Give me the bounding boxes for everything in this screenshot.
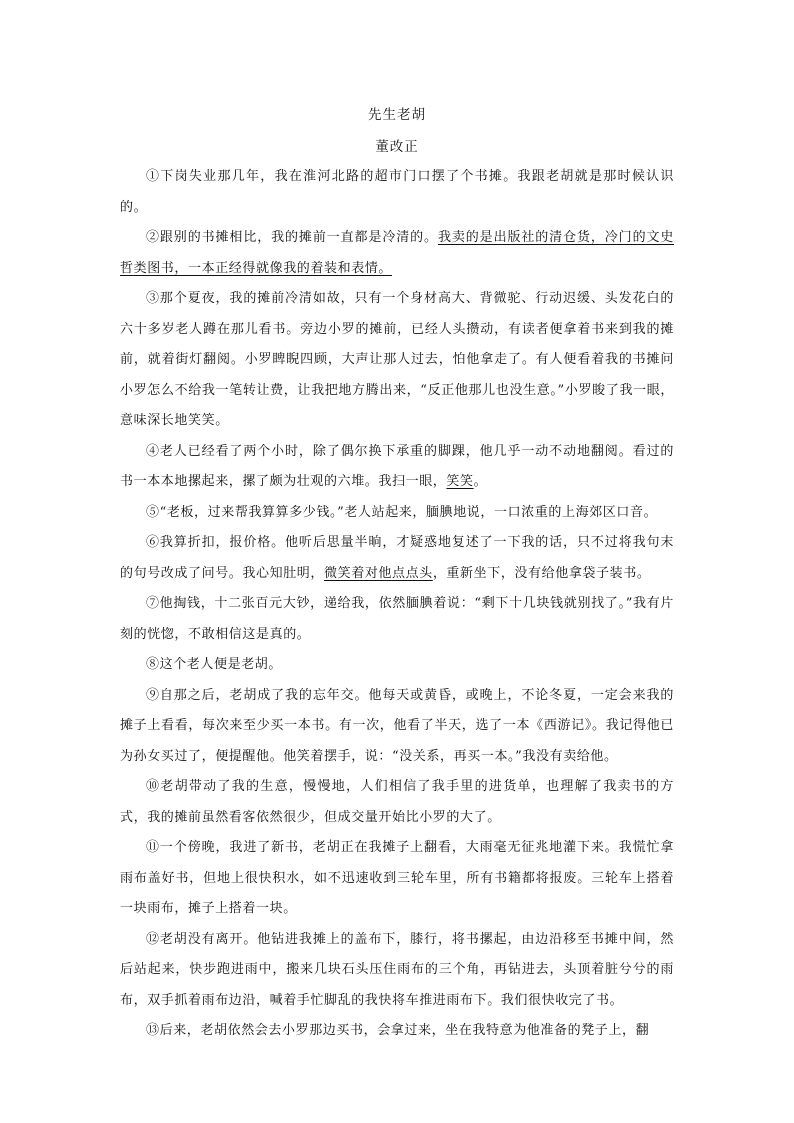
paragraph-text: 。: [473, 474, 488, 489]
paragraph-2: [120, 223, 674, 284]
paragraph-text: ⑪一个傍晚，我进了新书，老胡正在我摊子上翻看，大雨毫无征兆地灌下来。我慌忙拿雨布盖好书，但地上很快积水，如不迅速收到三轮车里，所有书籍都将报废。三轮车上搭着一块雨布，摊子上搭着一块。: [120, 840, 674, 916]
article-body: [120, 162, 674, 1047]
paragraph-8: [120, 650, 674, 681]
paragraph-text: ，重新坐下，没有给他拿袋子装书。: [432, 565, 651, 581]
underlined-text: 微笑着对他点点头: [324, 565, 433, 581]
paragraph-text: ⑥我算折扣，报价格。他听后思量半晌，才疑惑地复述了一下我的话，只不过将我句末的句号改成了问号。我心知肚明，: [120, 535, 674, 581]
paragraph-text: ⑧这个老人便是老胡。: [146, 657, 283, 672]
paragraph-text: ⑬后来，老胡依然会去小罗那边买书，会拿过来，坐在我特意为他准备的凳子上，翻: [146, 1023, 650, 1038]
paragraph-12: [120, 925, 674, 1017]
paragraph-text: ②跟别的书摊相比，我的摊前一直都是冷清的。: [146, 230, 438, 245]
underlined-text: 笑笑: [446, 474, 474, 489]
paragraph-text: ⑫老胡没有离开。他钻进我摊上的盖布下，膝行，将书摞起，由边沿移至书摊中间，然后站起来，快步跑进雨中，搬来几块石头压住雨布的三个角，再钻进去，头顶着脏兮兮的雨布，双手抓着雨布边沿，喊着手忙脚乱的我快将车推进雨布下。我们很快收完了书。: [120, 931, 674, 1008]
paragraph-text: ⑩老胡带动了我的生意，慢慢地，人们相信了我手里的进货单，也理解了我卖书的方式，我的摊前虽然看客依然很少，但成交量开始比小罗的大了。: [120, 779, 674, 825]
paragraph-1: [120, 162, 674, 223]
paragraph-text: ⑦他掏钱，十二张百元大钞，递给我，依然腼腆着说：“剩下十几块钱就别找了。”我有片刻的恍惚，不敢相信这是真的。: [120, 596, 674, 642]
paragraph-5: [120, 498, 674, 529]
underlined-text: 我卖的是出版社的清仓货，冷门的文史哲类图书，一本正经得就像我的着装和表情。: [120, 230, 674, 276]
paragraph-10: [120, 772, 674, 833]
paragraph-text: ⑤“老板，过来帮我算算多少钱。”老人站起来，腼腆地说，一口浓重的上海郊区口音。: [146, 504, 658, 520]
paragraph-7: [120, 589, 674, 650]
paragraph-text: ③那个夏夜，我的摊前冷清如故，只有一个身材高大、背微驼、行动迟缓、头发花白的六十多岁老人蹲在那儿看书。旁边小罗的摊前，已经人头攒动，有读者便拿着书来到我的摊前，就着街灯翻阅。小罗睥睨四顾，大声让那人过去，怕他拿走了。有人便看着我的书摊问小罗怎么不给我一笔转让费，让我把地方腾出来，“反正他那儿也没生意。”小罗睃了我一眼，意味深长地笑笑。: [120, 291, 674, 428]
paragraph-4: [120, 437, 674, 498]
article-author: 董改正: [375, 139, 419, 155]
paragraph-9: [120, 681, 674, 773]
paragraph-text: ①下岗失业那几年，我在淮河北路的超市门口摆了个书摊。我跟老胡就是那时候认识的。: [120, 169, 674, 215]
article-title: 先生老胡: [368, 107, 426, 123]
paragraph-6: [120, 528, 674, 589]
paragraph-13: [120, 1016, 674, 1047]
paragraph-11: [120, 833, 674, 925]
paragraph-3: [120, 284, 674, 437]
paragraph-text: ④老人已经看了两个小时，除了偶尔换下承重的脚踝，他几乎一动不动地翻阅。看过的书一本本地摞起来，摞了颇为壮观的六堆。我扫一眼，: [120, 443, 674, 489]
paragraph-text: ⑨自那之后，老胡成了我的忘年交。他每天或黄昏，或晚上，不论冬夏，一定会来我的摊子上看看，每次来至少买一本书。有一次，他看了半天，选了一本《西游记》。我记得他已为孙女买过了，便提醒他。他笑着摆手，说：“没关系，再买一本。”我没有卖给他。: [120, 687, 674, 764]
